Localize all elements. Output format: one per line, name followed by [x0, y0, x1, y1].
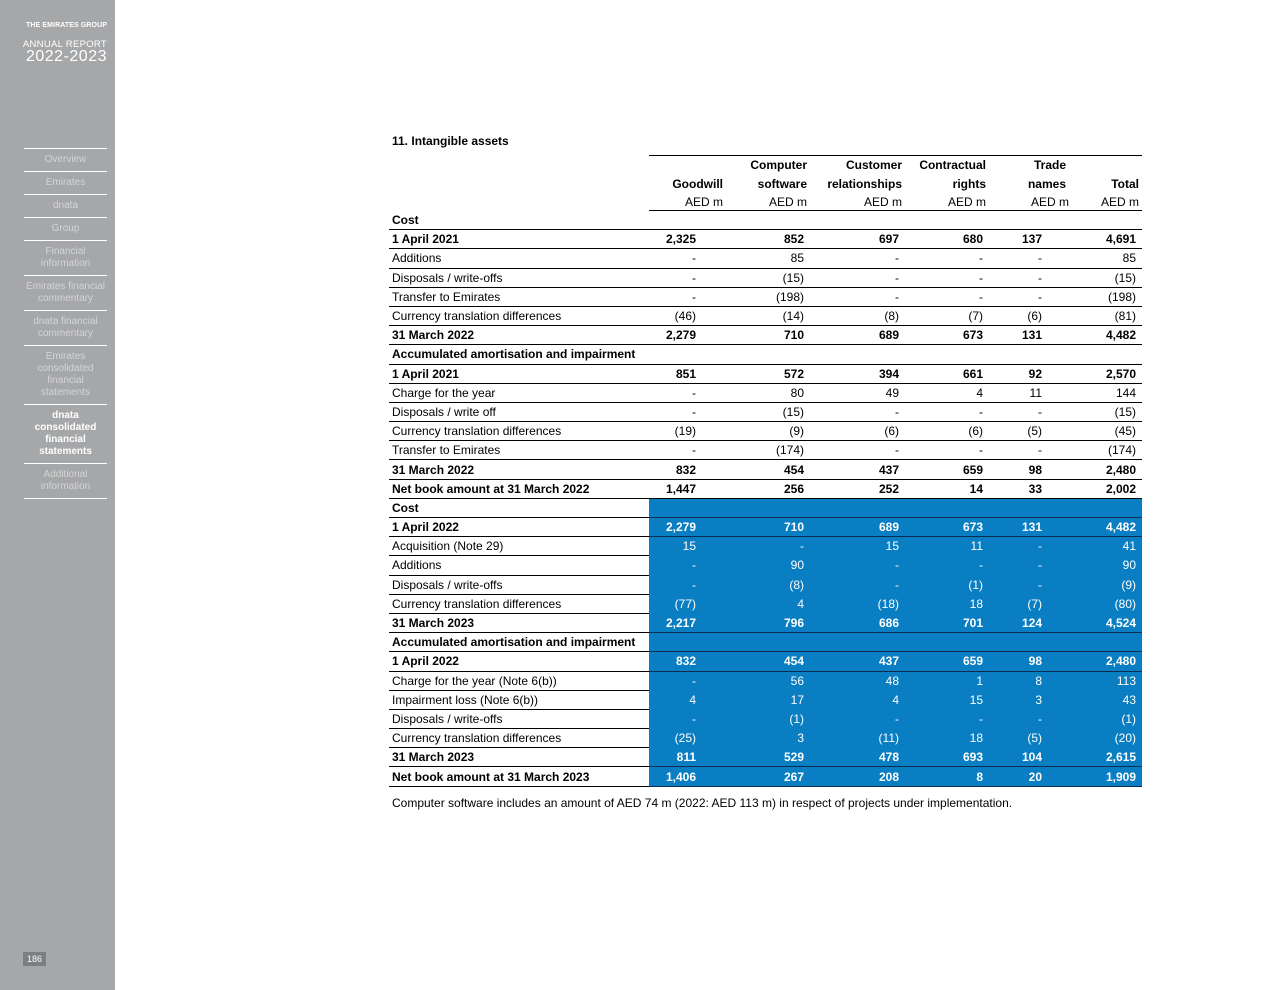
row-label: Currency translation differences [389, 306, 649, 325]
table-cell [726, 345, 810, 364]
units-row [389, 194, 1142, 211]
table-cell: 8 [905, 767, 989, 786]
table-cell: 15 [905, 690, 989, 709]
table-cell: - [810, 441, 905, 460]
row-label: 1 April 2021 [389, 364, 649, 383]
table-cell [810, 633, 905, 652]
column-header: Total [1111, 177, 1139, 191]
table-cell [726, 498, 810, 517]
table-cell: 689 [810, 326, 905, 345]
table-cell: 697 [810, 230, 905, 249]
table-row [389, 345, 1142, 364]
table-row [389, 287, 1142, 306]
table-cell: 693 [905, 748, 989, 767]
table-cell: - [649, 268, 726, 287]
table-cell: 4,524 [1072, 613, 1142, 632]
table-cell: - [810, 556, 905, 575]
table-cell: - [905, 287, 989, 306]
table-cell: 20 [989, 767, 1072, 786]
table-cell [1072, 498, 1142, 517]
row-label: Cost [389, 211, 649, 230]
table-cell: - [649, 402, 726, 421]
table-row [389, 652, 1142, 671]
sidebar-nav-item[interactable]: Additional information [24, 464, 107, 499]
table-cell: - [649, 556, 726, 575]
row-label: 1 April 2021 [389, 230, 649, 249]
unit-label: AED m [810, 194, 905, 211]
table-cell [810, 345, 905, 364]
row-label: Disposals / write-offs [389, 268, 649, 287]
table-cell: 267 [726, 767, 810, 786]
table-cell: - [810, 575, 905, 594]
table-cell: 85 [726, 249, 810, 268]
table-cell: 15 [810, 537, 905, 556]
column-header: names [1027, 177, 1066, 191]
sidebar-nav-item[interactable]: Emirates financial commentary [24, 276, 107, 311]
table-row [389, 230, 1142, 249]
unit-label: AED m [989, 194, 1072, 211]
table-cell: 796 [726, 613, 810, 632]
column-header: Goodwill [672, 177, 723, 191]
table-cell: - [810, 709, 905, 728]
table-cell [649, 633, 726, 652]
table-cell: 49 [810, 383, 905, 402]
row-label: Acquisition (Note 29) [389, 537, 649, 556]
table-cell: 689 [810, 518, 905, 537]
table-cell: - [989, 709, 1072, 728]
row-label: 1 April 2022 [389, 652, 649, 671]
sidebar-nav-item[interactable]: Emirates [24, 172, 107, 195]
footnote: Computer software includes an amount of AED 74 m (2022: AED 113 m) in respect of projects under implementation. [392, 796, 1013, 810]
table-cell: 144 [1072, 383, 1142, 402]
table-cell: (6) [905, 422, 989, 441]
table-cell: (7) [905, 306, 989, 325]
table-cell: 4 [726, 594, 810, 613]
table-cell: 4 [905, 383, 989, 402]
table-cell: 710 [726, 326, 810, 345]
table-cell: (6) [810, 422, 905, 441]
table-cell [810, 211, 905, 230]
sidebar-nav-item[interactable]: Financial information [24, 241, 107, 276]
row-label: Net book amount at 31 March 2023 [389, 767, 649, 786]
header-row-2 [389, 175, 1142, 194]
table-cell: 454 [726, 460, 810, 479]
table-cell: (15) [1072, 402, 1142, 421]
table-cell: 2,480 [1072, 460, 1142, 479]
table-cell: (9) [726, 422, 810, 441]
table-cell: - [989, 537, 1072, 556]
table-cell: - [649, 249, 726, 268]
table-row [389, 537, 1142, 556]
table-cell: 56 [726, 671, 810, 690]
table-cell: - [989, 402, 1072, 421]
table-cell: 478 [810, 748, 905, 767]
table-cell: 4,482 [1072, 326, 1142, 345]
row-label: 31 March 2022 [389, 460, 649, 479]
table-row [389, 268, 1142, 287]
table-cell: 680 [905, 230, 989, 249]
table-cell [989, 498, 1072, 517]
table-cell: - [810, 402, 905, 421]
table-cell [989, 633, 1072, 652]
table-cell: (5) [989, 422, 1072, 441]
table-cell: - [649, 709, 726, 728]
table-cell: 11 [905, 537, 989, 556]
column-header: Contractual [905, 156, 989, 175]
row-label: Charge for the year (Note 6(b)) [389, 671, 649, 690]
table-cell: - [649, 383, 726, 402]
table-cell: 98 [989, 460, 1072, 479]
column-header: Customer [810, 156, 905, 175]
table-cell: 90 [1072, 556, 1142, 575]
table-cell: (15) [1072, 268, 1142, 287]
sidebar-nav-item[interactable]: dnata financial commentary [24, 311, 107, 346]
table-cell: 2,217 [649, 613, 726, 632]
table-row [389, 709, 1142, 728]
table-cell [905, 498, 989, 517]
table-row [389, 249, 1142, 268]
table-cell: 572 [726, 364, 810, 383]
table-cell: 18 [905, 729, 989, 748]
table-cell: - [989, 249, 1072, 268]
table-row [389, 441, 1142, 460]
table-cell [1072, 211, 1142, 230]
table-row [389, 748, 1142, 767]
row-label: Impairment loss (Note 6(b)) [389, 690, 649, 709]
table-cell [726, 633, 810, 652]
table-cell: (15) [726, 268, 810, 287]
table-cell: 832 [649, 652, 726, 671]
table-cell: (174) [726, 441, 810, 460]
page-number: 186 [23, 952, 46, 966]
table-cell: 17 [726, 690, 810, 709]
table-cell: - [649, 287, 726, 306]
table-cell: (198) [1072, 287, 1142, 306]
table-cell: (1) [726, 709, 810, 728]
table-cell: 131 [989, 326, 1072, 345]
table-cell [905, 211, 989, 230]
table-cell: 1,406 [649, 767, 726, 786]
table-row [389, 211, 1142, 230]
table-cell: (18) [810, 594, 905, 613]
sidebar-nav-item[interactable]: Group [24, 218, 107, 241]
table-cell: 710 [726, 518, 810, 537]
table-row [389, 306, 1142, 325]
table-cell: (80) [1072, 594, 1142, 613]
row-label: Transfer to Emirates [389, 441, 649, 460]
table-cell: (6) [989, 306, 1072, 325]
unit-label: AED m [649, 194, 726, 211]
row-label: 31 March 2023 [389, 748, 649, 767]
row-label: Accumulated amortisation and impairment [389, 633, 649, 652]
sidebar-navigation [24, 148, 107, 499]
sidebar-nav-item[interactable]: dnata [24, 195, 107, 218]
table-cell: - [989, 287, 1072, 306]
table-cell: - [989, 556, 1072, 575]
table-cell: 686 [810, 613, 905, 632]
table-cell: 3 [989, 690, 1072, 709]
brand-group-name: THE EMIRATES GROUP [25, 22, 107, 29]
table-cell [1072, 633, 1142, 652]
table-row [389, 613, 1142, 632]
table-cell: (46) [649, 306, 726, 325]
table-cell: 8 [989, 671, 1072, 690]
table-cell: - [649, 575, 726, 594]
table-cell: 454 [726, 652, 810, 671]
table-cell: 2,279 [649, 518, 726, 537]
table-cell: - [905, 556, 989, 575]
table-cell: 1,909 [1072, 767, 1142, 786]
table-cell: (14) [726, 306, 810, 325]
table-cell: 18 [905, 594, 989, 613]
table-cell: (8) [810, 306, 905, 325]
table-cell: - [810, 249, 905, 268]
table-cell: - [726, 537, 810, 556]
column-header: Trade [989, 156, 1072, 175]
row-label: Currency translation differences [389, 422, 649, 441]
row-label: Additions [389, 249, 649, 268]
table-row [389, 402, 1142, 421]
table-row [389, 767, 1142, 786]
table-cell: 131 [989, 518, 1072, 537]
table-cell: 208 [810, 767, 905, 786]
intangible-assets-table [389, 155, 1142, 787]
table-cell: 659 [905, 652, 989, 671]
table-cell: 1,447 [649, 479, 726, 498]
table-cell: - [989, 575, 1072, 594]
table-cell: 832 [649, 460, 726, 479]
unit-label: AED m [1072, 194, 1142, 211]
sidebar [0, 0, 115, 990]
table-cell: 41 [1072, 537, 1142, 556]
table-cell: (1) [905, 575, 989, 594]
row-label: Currency translation differences [389, 594, 649, 613]
table-cell: 43 [1072, 690, 1142, 709]
table-row [389, 364, 1142, 383]
row-label: Transfer to Emirates [389, 287, 649, 306]
table-row [389, 671, 1142, 690]
table-cell: - [905, 441, 989, 460]
table-cell: (77) [649, 594, 726, 613]
row-label: 1 April 2022 [389, 518, 649, 537]
table-cell [989, 345, 1072, 364]
table-cell: (9) [1072, 575, 1142, 594]
row-label: Disposals / write off [389, 402, 649, 421]
table-cell: (7) [989, 594, 1072, 613]
table-row [389, 326, 1142, 345]
table-row [389, 729, 1142, 748]
table-cell: 2,002 [1072, 479, 1142, 498]
column-header: relationships [827, 177, 902, 191]
table-cell [905, 345, 989, 364]
table-cell: (81) [1072, 306, 1142, 325]
table-cell: 4 [810, 690, 905, 709]
table-cell: 80 [726, 383, 810, 402]
table-cell: - [649, 441, 726, 460]
column-header: rights [952, 177, 986, 191]
table-cell: 33 [989, 479, 1072, 498]
column-header: Computer [726, 156, 810, 175]
table-cell [649, 345, 726, 364]
table-cell: (174) [1072, 441, 1142, 460]
sidebar-nav-item[interactable]: dnata consolidated financial statements [24, 405, 107, 464]
table-cell: 137 [989, 230, 1072, 249]
sidebar-nav-item[interactable]: Emirates consolidated financial statements [24, 346, 107, 405]
table-row [389, 575, 1142, 594]
table-cell: 852 [726, 230, 810, 249]
table-cell: 113 [1072, 671, 1142, 690]
table-cell: 2,325 [649, 230, 726, 249]
table-cell: 4 [649, 690, 726, 709]
table-cell: - [989, 441, 1072, 460]
table-row [389, 383, 1142, 402]
section-title: 11. Intangible assets [392, 134, 509, 148]
row-label: Disposals / write-offs [389, 575, 649, 594]
table-cell [649, 211, 726, 230]
table-cell: (20) [1072, 729, 1142, 748]
table-cell [649, 498, 726, 517]
table-cell [1072, 345, 1142, 364]
table-cell: 394 [810, 364, 905, 383]
table-cell: 673 [905, 518, 989, 537]
table-cell: 661 [905, 364, 989, 383]
header-row-1 [389, 156, 1142, 175]
table-cell: 85 [1072, 249, 1142, 268]
table-cell: 98 [989, 652, 1072, 671]
row-label: Cost [389, 498, 649, 517]
table-cell: 2,279 [649, 326, 726, 345]
column-header [1072, 156, 1142, 175]
row-label: Additions [389, 556, 649, 575]
table-cell: (5) [989, 729, 1072, 748]
table-cell: - [905, 709, 989, 728]
table-cell: 14 [905, 479, 989, 498]
table-row [389, 633, 1142, 652]
table-cell [726, 211, 810, 230]
table-cell: (25) [649, 729, 726, 748]
table-cell: 437 [810, 652, 905, 671]
row-label: Charge for the year [389, 383, 649, 402]
table-cell [989, 211, 1072, 230]
brand-report-label: ANNUAL REPORT [22, 39, 107, 50]
table-cell: 15 [649, 537, 726, 556]
table-cell: - [810, 287, 905, 306]
table-cell: 3 [726, 729, 810, 748]
row-label: Currency translation differences [389, 729, 649, 748]
table-cell: 1 [905, 671, 989, 690]
table-cell: 659 [905, 460, 989, 479]
table-cell: 4,691 [1072, 230, 1142, 249]
unit-label: AED m [905, 194, 989, 211]
table-cell: - [649, 671, 726, 690]
table-cell: 48 [810, 671, 905, 690]
row-label: Accumulated amortisation and impairment [389, 345, 649, 364]
table-cell: 437 [810, 460, 905, 479]
table-cell: - [905, 268, 989, 287]
table-row [389, 422, 1142, 441]
column-header: software [757, 177, 807, 191]
row-label: 31 March 2022 [389, 326, 649, 345]
table-cell: 104 [989, 748, 1072, 767]
table-cell: 11 [989, 383, 1072, 402]
table-cell: (19) [649, 422, 726, 441]
table-cell: (15) [726, 402, 810, 421]
table-row [389, 556, 1142, 575]
table-cell: 2,480 [1072, 652, 1142, 671]
table-cell [905, 633, 989, 652]
table-cell: - [905, 402, 989, 421]
table-cell: (8) [726, 575, 810, 594]
table-cell: 2,615 [1072, 748, 1142, 767]
table-cell: 4,482 [1072, 518, 1142, 537]
sidebar-nav-item[interactable]: Overview [24, 149, 107, 172]
table-cell: 124 [989, 613, 1072, 632]
table-cell: 851 [649, 364, 726, 383]
table-cell: 256 [726, 479, 810, 498]
row-label: 31 March 2023 [389, 613, 649, 632]
table-row [389, 479, 1142, 498]
table-row [389, 690, 1142, 709]
table-cell: (1) [1072, 709, 1142, 728]
table-cell: (198) [726, 287, 810, 306]
table-row [389, 594, 1142, 613]
brand-report-years: 2022-2023 [25, 48, 107, 65]
table-cell: - [810, 268, 905, 287]
table-cell: 701 [905, 613, 989, 632]
table-cell [810, 498, 905, 517]
table-cell: 92 [989, 364, 1072, 383]
table-cell: 252 [810, 479, 905, 498]
table-cell: 2,570 [1072, 364, 1142, 383]
row-label: Net book amount at 31 March 2022 [389, 479, 649, 498]
table-cell: - [989, 268, 1072, 287]
unit-label: AED m [726, 194, 810, 211]
table-cell: - [905, 249, 989, 268]
table-cell: (11) [810, 729, 905, 748]
table-row [389, 518, 1142, 537]
column-header [649, 156, 726, 175]
table-cell: 811 [649, 748, 726, 767]
table-row [389, 460, 1142, 479]
row-label: Disposals / write-offs [389, 709, 649, 728]
table-cell: 90 [726, 556, 810, 575]
table-cell: 529 [726, 748, 810, 767]
table-row [389, 498, 1142, 517]
table-cell: (45) [1072, 422, 1142, 441]
table-cell: 673 [905, 326, 989, 345]
